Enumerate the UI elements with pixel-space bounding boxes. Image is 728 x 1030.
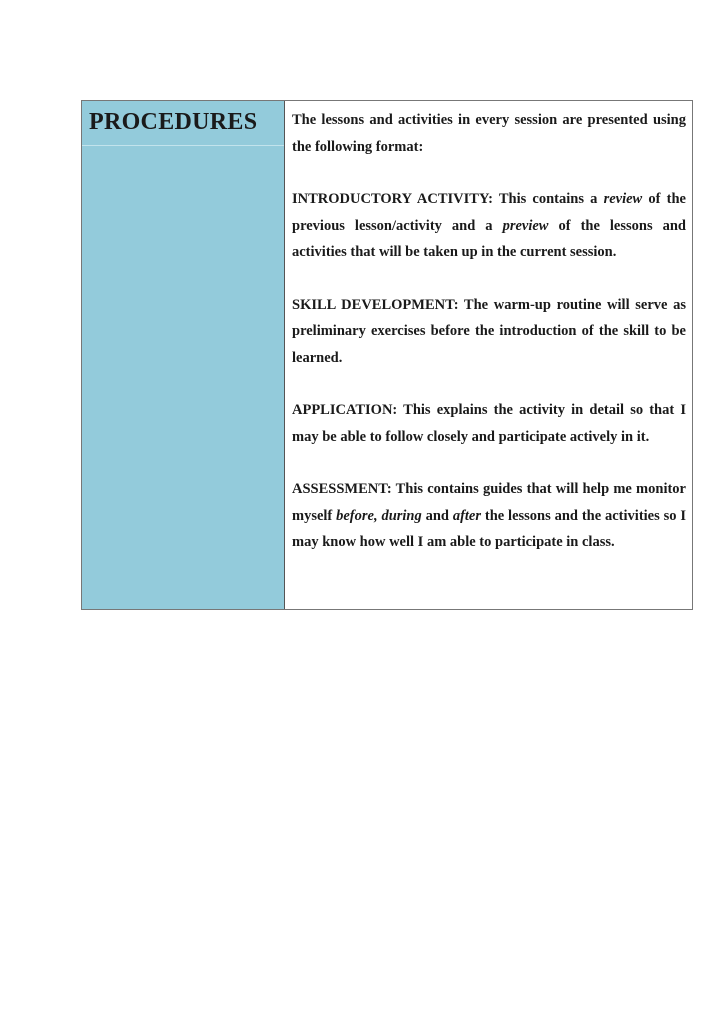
procedures-table: [81, 100, 693, 610]
review-emphasis: review: [603, 191, 643, 207]
before-during-emphasis: before, during: [336, 507, 422, 524]
application-text: This explains the activity in detail so that I may be able to follow closely and participate actively in it.: [292, 402, 686, 445]
after-emphasis: after: [452, 507, 482, 524]
preview-emphasis: preview: [502, 217, 549, 234]
procedures-label-cell: [82, 101, 285, 609]
skill-development-heading: SKILL DEVELOPMENT:: [292, 296, 459, 313]
introductory-activity-paragraph: [292, 186, 686, 266]
label-divider: [82, 145, 284, 146]
introductory-activity-heading: INTRODUCTORY ACTIVITY:: [292, 191, 493, 207]
procedures-label: PROCEDURES: [89, 109, 258, 135]
skill-development-text: The warm-up routine will serve as preliminary exercises before the introduction of the skill to be learned.: [292, 296, 686, 366]
intro-paragraph: The lessons and activities in every session are presented using the following format:: [292, 112, 686, 155]
introductory-text-1: This contains a: [492, 191, 604, 207]
introductory-text-2: of the previous lesson/activity and a: [292, 191, 686, 234]
assessment-text-1: This contains guides that will help me monitor myself: [292, 481, 686, 524]
procedures-content-cell: [285, 101, 692, 609]
skill-development-paragraph: [292, 292, 686, 372]
application-paragraph: [292, 397, 686, 450]
assessment-heading: ASSESSMENT:: [292, 481, 392, 497]
assessment-paragraph: [292, 476, 686, 556]
introductory-text-3: of the lessons and activities that will be taken up in the current session.: [292, 217, 686, 260]
assessment-text-2: and: [421, 507, 453, 524]
assessment-text-3: the lessons and the activities so I may know how well I am able to participate in class.: [292, 507, 686, 550]
application-heading: APPLICATION:: [292, 402, 398, 418]
